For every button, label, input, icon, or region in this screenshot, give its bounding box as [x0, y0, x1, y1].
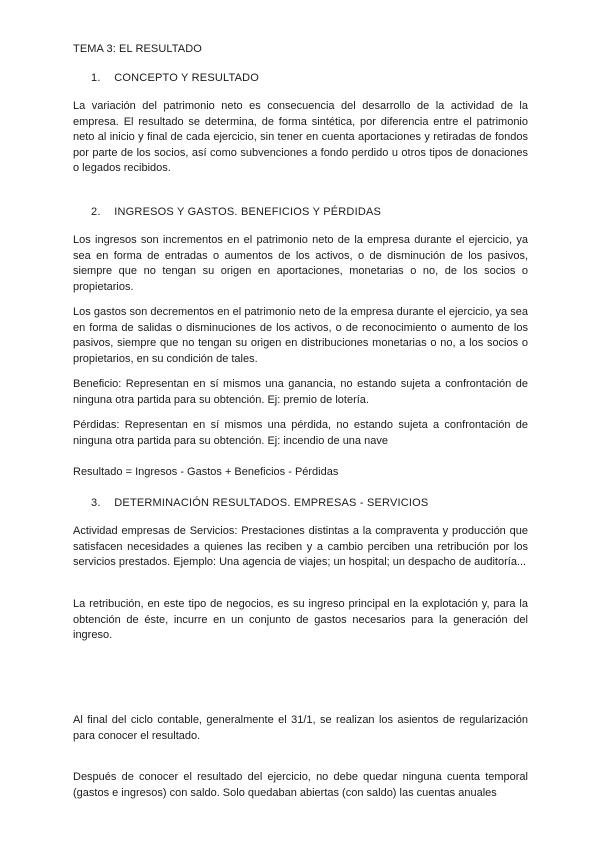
paragraph: Beneficio: Representan en sí mismos una ganancia, no estando sujeta a confrontación de ninguna otra partida para su obtención. Ej: premio de lotería. — [73, 378, 528, 406]
section-heading-text: DETERMINACIÓN RESULTADOS. EMPRESAS - SERVICIOS — [114, 497, 429, 509]
paragraph: Actividad empresas de Servicios: Prestaciones distintas a la compraventa y producción que satisfacen necesidades a quienes las reciben y a cambio perciben una retribución por los servicios prestados. Ejemplo: Una agencia de viajes; un hospital; un despacho de auditoría... — [73, 525, 528, 569]
document-title: TEMA 3: EL RESULTADO — [73, 43, 202, 55]
paragraph: Pérdidas: Representan en sí mismos una pérdida, no estando sujeta a confrontación de ninguna otra partida para su obtención. Ej: incendio de una nave — [73, 419, 528, 447]
section-number: 3. — [91, 497, 101, 509]
section-3-heading — [91, 497, 428, 509]
paragraph: Después de conocer el resultado del ejercicio, no debe quedar ninguna cuenta temporal (gastos e ingresos) con saldo. Solo quedaban abiertas (con saldo) las cuentas anuales — [73, 771, 528, 799]
formula: Resultado = Ingresos - Gastos + Beneficios - Pérdidas — [73, 466, 339, 478]
paragraph: Al final del ciclo contable, generalmente el 31/1, se realizan los asientos de regularización para conocer el resultado. — [73, 714, 528, 742]
paragraph: La retribución, en este tipo de negocios, es su ingreso principal en la explotación y, para la obtención de éste, incurre en un conjunto de gastos necesarios para la generación del ingreso. — [73, 598, 528, 642]
paragraph: La variación del patrimonio neto es consecuencia del desarrollo de la actividad de la empresa. El resultado se determina, de forma sintética, por diferencia entre el patrimonio neto al inicio y final de cada ejercicio, sin tener en cuenta aportaciones y retiradas de fondos por parte de los socios, así como subvenciones a fondo perdido u otros tipos de donaciones o legados recibidos. — [73, 100, 528, 175]
section-number: 1. — [91, 72, 101, 84]
paragraph: Los gastos son decrementos en el patrimonio neto de la empresa durante el ejercicio, ya sea en forma de salidas o disminuciones de los activos, o de reconocimiento o aumento de los pasivos, siempre que no tengan su origen en distribuciones monetarias o no, a los socios o propietarios, en su condición de tales. — [73, 306, 528, 365]
section-2-heading — [91, 206, 381, 218]
section-1-heading — [91, 72, 259, 84]
section-heading-text: CONCEPTO Y RESULTADO — [114, 72, 260, 84]
paragraph: Los ingresos son incrementos en el patrimonio neto de la empresa durante el ejercicio, ya sea en forma de entradas o aumentos de los activos, o de disminución de los pasivos, siempre que no tengan su origen en aportaciones, monetarias o no, de los socios o propietarios. — [73, 234, 528, 293]
section-heading-text: INGRESOS Y GASTOS. BENEFICIOS Y PÉRDIDAS — [114, 206, 382, 218]
section-number: 2. — [91, 206, 101, 218]
